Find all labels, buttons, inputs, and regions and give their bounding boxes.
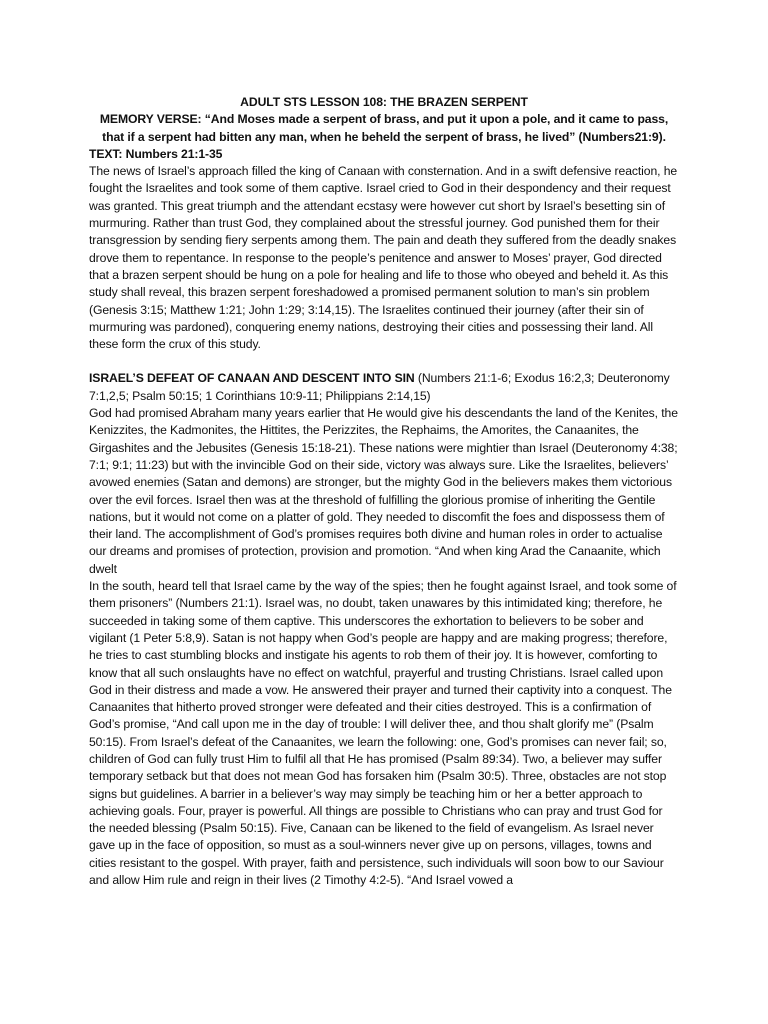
memory-verse: MEMORY VERSE: “And Moses made a serpent of brass, and put it upon a pole, and it came to pass, that if a serpent had bitten any man, when he beheld the serpent of brass, he lived” (Numbers21:9). bbox=[99, 112, 669, 144]
lesson-title: ADULT STS LESSON 108: THE BRAZEN SERPENT bbox=[240, 95, 528, 109]
section-references: (Numbers 21:1-6; Exodus 16:2,3; Deuteronomy 7:1,2,5; Psalm 50:15; 1 Corinthians 10:9-11; Philippians 2:14,15) bbox=[89, 371, 670, 403]
section-heading: ISRAEL’S DEFEAT OF CANAAN AND DESCENT INTO SIN bbox=[89, 371, 415, 386]
section-heading-line bbox=[89, 370, 679, 405]
text-reference: TEXT: Numbers 21:1-35 bbox=[89, 146, 223, 161]
intro-paragraph: The news of Israel’s approach filled the king of Canaan with consternation. And in a swift defensive reaction, he fought the Israelites and took some of them captive. Israel cried to God in their despondency and their request was granted. This great triumph and the attendant ecstasy were however cut short by Israel’s besetting sin of murmuring. Rather than trust God, they complained about the stressful journey. God punished them for their transgression by sending fiery serpents among them. The pain and death they suffered from the deadly snakes drove them to repentance. In response to the people’s penitence and answer to Moses’ prayer, God directed that a brazen serpent should be hung on a pole for healing and life to those who obeyed and beheld it. As this study shall reveal, this brazen serpent foreshadowed a promised permanent solution to man’s sin problem (Genesis 3:15; Matthew 1:21; John 1:29; 3:14,15). The Israelites continued their journey (after their sin of murmuring was pardoned), conquering enemy nations, destroying their cities and possessing their land. All these form the crux of this study. bbox=[89, 164, 678, 352]
document-content bbox=[89, 94, 679, 889]
body-paragraph-1: God had promised Abraham many years earlier that He would give his descendants the land of the Kenites, the Kenizzites, the Kadmonites, the Hittites, the Perizzites, the Rephaims, the Amorites, the Canaanites, the Girgashites and the Jebusites (Genesis 15:18-21). These nations were mightier than Israel (Deuteronomy 4:38; 7:1; 9:1; 11:23) but with the invincible God on their side, victory was always sure. Like the Israelites, believers’ avowed enemies (Satan and demons) are stronger, but the mighty God in the believers makes them victorious over the evil forces. Israel then was at the threshold of fulfilling the glorious promise of inheriting the Gentile nations, but it would not come on a platter of gold. They needed to discomfit the foes and dispossess them of their land. The accomplishment of God’s promises requires both divine and human roles in order to actualise our dreams and promises of protection, provision and promotion. “And when king Arad the Canaanite, which dwelt bbox=[89, 406, 678, 576]
paragraph-spacer bbox=[89, 353, 679, 370]
body-paragraph-2: In the south, heard tell that Israel came by the way of the spies; then he fought against Israel, and took some of them prisoners” (Numbers 21:1). Israel was, no doubt, taken unawares by this intimidated king; therefore, he succeeded in taking some of them captive. This underscores the exhortation to believers to be sober and vigilant (1 Peter 5:8,9). Satan is not happy when God’s people are happy and are making progress; therefore, he tries to cast stumbling blocks and instigate his agents to rob them of their joy. It is however, comforting to know that all such onslaughts have no effect on watchful, prayerful and trusting Christians. Israel called upon God in their distress and made a vow. He answered their prayer and turned their captivity into a conquest. The Canaanites that hitherto proved stronger were defeated and their cities destroyed. This is a confirmation of God’s promise, “And call upon me in the day of trouble: I will deliver thee, and thou shalt glorify me” (Psalm 50:15). From Israel’s defeat of the Canaanites, we learn the following: one, God’s promises can never fail; so, children of God can fully trust Him to fulfil all that He has promised (Psalm 89:34). Two, a believer may suffer temporary setback but that does not mean God has forsaken him (Psalm 30:5). Three, obstacles are not stop signs but guidelines. A barrier in a believer’s way may simply be teaching him or her a better approach to achieving goals. Four, prayer is powerful. All things are possible to Christians who can pray and trust God for the needed blessing (Psalm 50:15). Five, Canaan can be likened to the field of evangelism. As Israel never gave up in the face of opposition, so must as a soul-winners never give up on persons, villages, towns and cities resistant to the gospel. With prayer, faith and persistence, such individuals will soon bow to our Saviour and allow Him rule and reign in their lives (2 Timothy 4:2-5). “And Israel vowed a bbox=[89, 579, 677, 888]
